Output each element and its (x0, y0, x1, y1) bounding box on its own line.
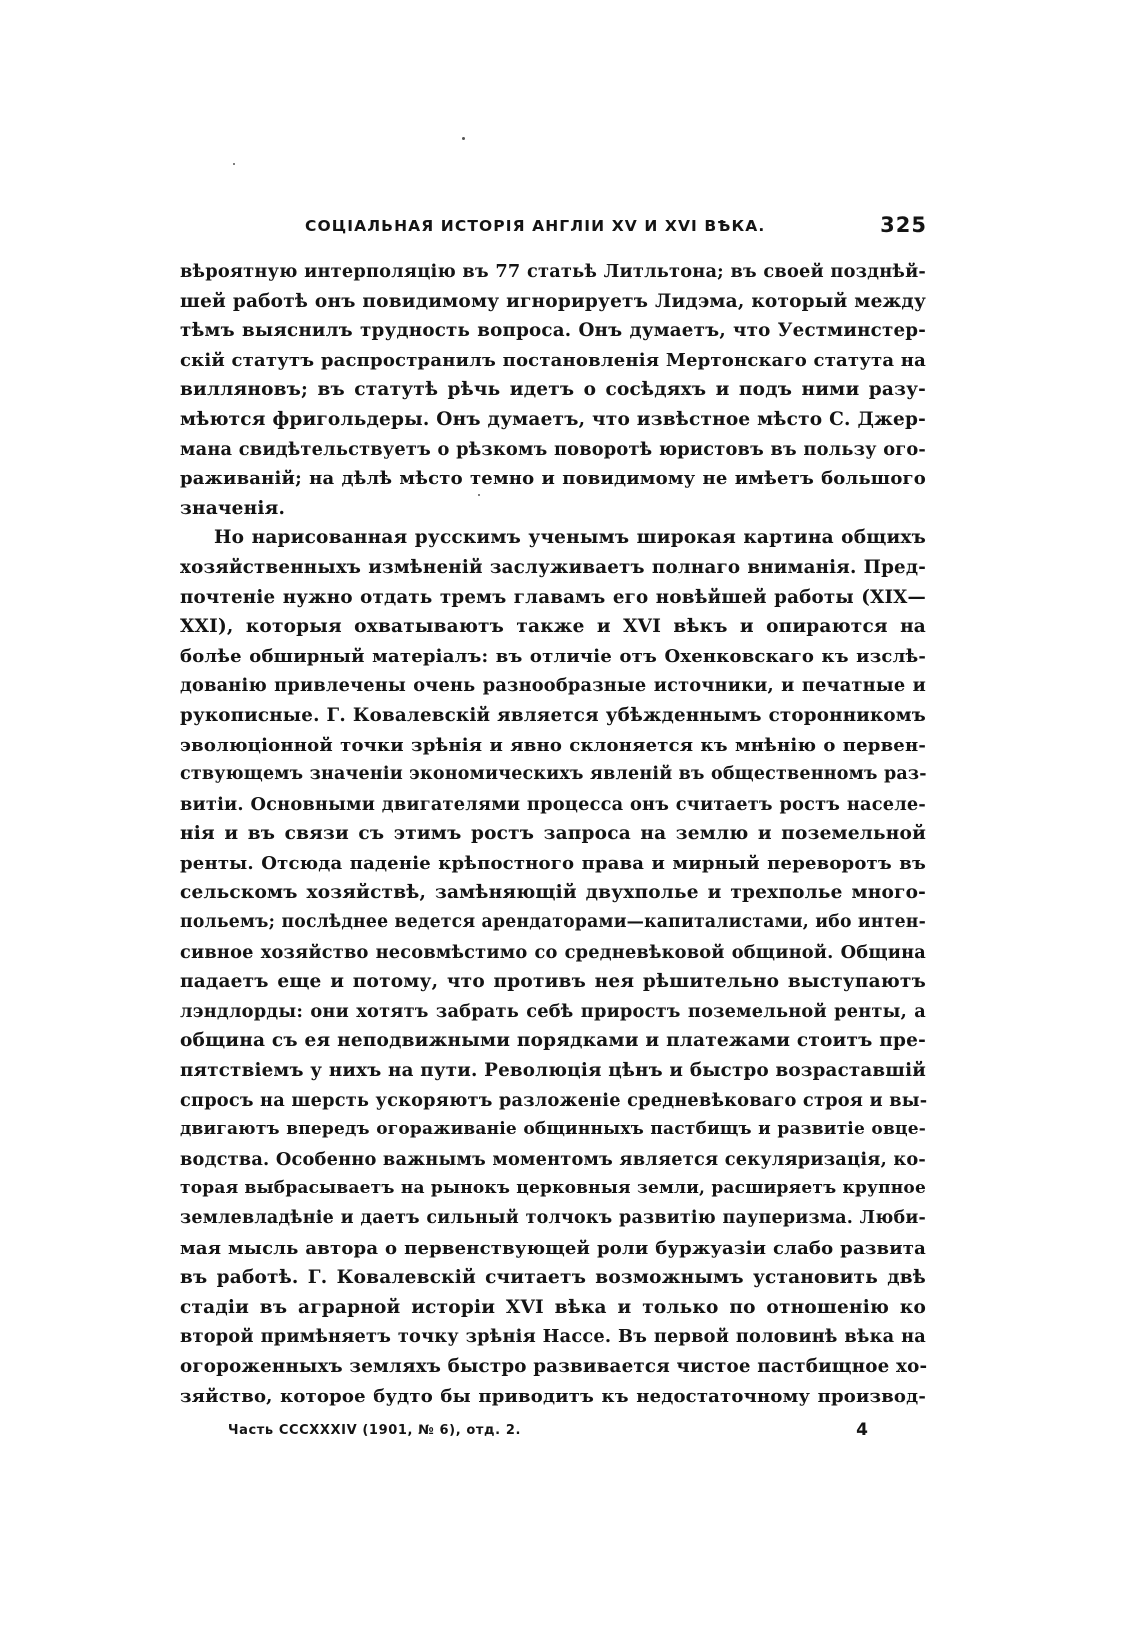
text-line: община съ ея неподвижными порядками и платежами стоитъ пре- (180, 1030, 926, 1052)
text-line: вилляновъ; въ статутѣ рѣчь идетъ о сосѣдяхъ и подъ ними разу- (180, 379, 926, 401)
paragraph (180, 523, 926, 1411)
text-line: польемъ; послѣднее ведется арендаторами—капиталистами, ибо интен- (180, 912, 926, 933)
scan-speck (462, 137, 465, 140)
text-line: мана свидѣтельствуетъ о рѣзкомъ поворотѣ юристовъ въ пользу ого- (180, 438, 926, 460)
page-header (305, 213, 927, 243)
text-line: XXI), которыя охватываютъ также и XVI вѣкъ и опираются на (180, 616, 926, 638)
page-number: 325 (880, 213, 927, 237)
paragraph (180, 257, 926, 523)
text-line: ствующемъ значеніи экономическихъ явленій въ общественномъ раз- (180, 764, 927, 785)
text-line: пятствіемъ у нихъ на пути. Революція цѣнъ и быстро возраставшій (180, 1060, 926, 1082)
text-line: нія и въ связи съ этимъ ростъ запроса на землю и поземельной (180, 823, 926, 845)
body-text (180, 257, 926, 1411)
text-line: лэндлорды: они хотятъ забрать себѣ приростъ поземельной ренты, а (180, 1000, 926, 1022)
text-line: второй примѣняетъ точку зрѣнія Нассе. Въ первой половинѣ вѣка на (180, 1326, 926, 1348)
sheet-number: 4 (856, 1420, 868, 1440)
text-line: почтеніе нужно отдать тремъ главамъ его новѣйшей работы (XIX— (180, 586, 926, 608)
text-line: тѣмъ выяснилъ трудность вопроса. Онъ думаетъ, что Уестминстер- (180, 320, 926, 342)
running-title: СОЦІАЛЬНАЯ ИСТОРІЯ АНГЛІИ XV И XVI ВѢКА. (305, 217, 766, 235)
text-line: спросъ на шерсть ускоряютъ разложеніе средневѣковаго строя и вы- (180, 1089, 928, 1111)
text-line: дованію привлечены очень разнообразные источники, и печатные и (180, 675, 926, 697)
text-line: сивное хозяйство несовмѣстимо со средневѣковой общиной. Община (180, 941, 926, 963)
text-line: зяйство, которое будто бы приводитъ къ недостаточному производ- (180, 1385, 926, 1407)
text-line: рукописные. Г. Ковалевскій является убѣжденнымъ сторонникомъ (180, 704, 926, 726)
text-line: хозяйственныхъ измѣненій заслуживаетъ полнаго вниманія. Пред- (180, 556, 926, 578)
text-line: мѣются фригольдеры. Онъ думаетъ, что извѣстное мѣсто С. Джер- (180, 408, 926, 430)
text-line: водства. Особенно важнымъ моментомъ является секуляризація, ко- (180, 1148, 926, 1170)
text-line: эволюціонной точки зрѣнія и явно склоняется къ мнѣнію о первен- (180, 734, 926, 756)
text-line: стадіи въ аграрной исторіи XVI вѣка и только по отношенію ко (180, 1296, 926, 1318)
text-line: землевладѣніе и даетъ сильный толчокъ развитію пауперизма. Люби- (180, 1208, 926, 1228)
scan-speck (233, 163, 235, 165)
text-line: Но нарисованная русскимъ ученымъ широкая картина общихъ (214, 527, 926, 549)
text-line: раживаній; на дѣлѣ мѣсто темно и повидимому не имѣетъ большого (180, 468, 926, 490)
text-line: скій статутъ распространилъ постановленія Мертонскаго статута на (180, 349, 926, 371)
text-line: ренты. Отсюда паденіе крѣпостного права и мирный переворотъ въ (180, 852, 926, 874)
text-line: сельскомъ хозяйствѣ, замѣняющій двухполье и трехполье много- (180, 882, 926, 904)
text-line: мая мысль автора о первенствующей роли буржуазіи слабо развита (180, 1237, 926, 1259)
text-line: падаетъ еще и потому, что противъ нея рѣшительно выступаютъ (180, 971, 926, 993)
text-line: торая выбрасываетъ на рынокъ церковныя земли, расширяетъ крупное (180, 1178, 926, 1199)
text-line: витіи. Основными двигателями процесса онъ считаетъ ростъ населе- (180, 793, 926, 815)
text-line: огороженныхъ земляхъ быстро развивается чистое пастбищное хо- (180, 1355, 928, 1377)
text-line: вѣроятную интерполяцію въ 77 статьѣ Литльтона; въ своей позднѣй- (180, 261, 926, 282)
text-line: значенія. (180, 497, 286, 519)
text-line: двигаютъ впередъ огораживаніе общинныхъ пастбищъ и развитіе овце- (180, 1119, 926, 1140)
text-line: шей работѣ онъ повидимому игнорируетъ Лидэма, который между (180, 290, 926, 312)
page-footer (228, 1420, 868, 1446)
text-line: въ работѣ. Г. Ковалевскій считаетъ возможнымъ установить двѣ (180, 1267, 926, 1289)
text-line: болѣе обширный матеріалъ: въ отличіе отъ Охенковскаго къ изслѣ- (180, 645, 926, 667)
printer-signature: Часть CCCXXXIV (1901, № 6), отд. 2. (228, 1423, 521, 1438)
